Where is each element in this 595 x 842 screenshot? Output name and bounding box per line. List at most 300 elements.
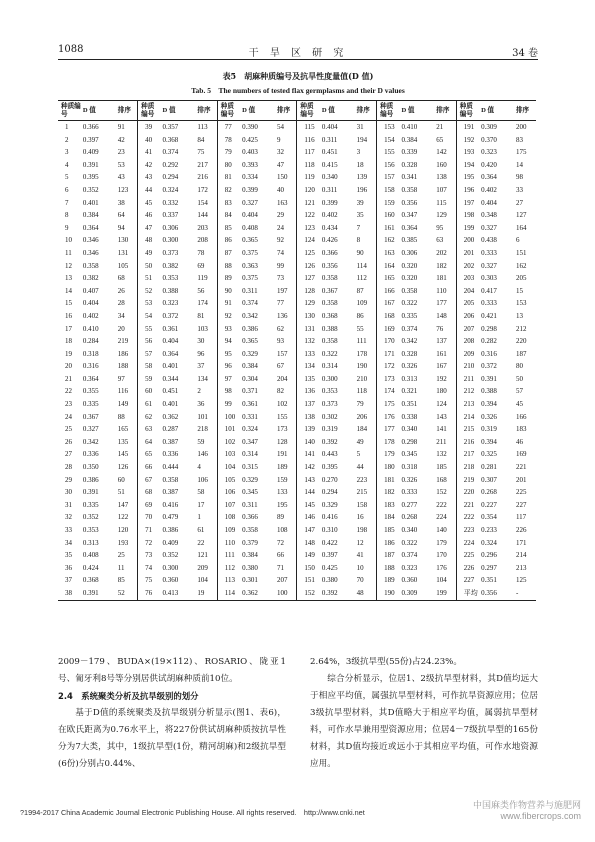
table-row (58, 448, 536, 461)
table-cell-d-value: 0.335 (401, 311, 418, 320)
table-cell-d-value: 0.338 (401, 412, 418, 421)
table-cell-rank: 180 (436, 387, 447, 396)
table-cell-rank: 143 (436, 412, 447, 421)
table-cell-id: 43 (138, 171, 161, 184)
table-cell-d-value: 0.425 (321, 563, 338, 572)
table-cell-rank: 59 (197, 437, 205, 446)
table-cell-id: 92 (217, 310, 240, 323)
table-cell-d-value: 0.332 (162, 198, 179, 207)
table-cell-d-value: 0.342 (242, 311, 258, 320)
table-row (58, 310, 536, 323)
table-cell-rank: 147 (117, 500, 129, 509)
table-cell-rank: 151 (515, 248, 527, 257)
table-cell-rank: 207 (277, 576, 288, 585)
table-cell-rank: 27 (515, 198, 523, 207)
table-cell-rank: - (514, 587, 536, 600)
table-cell-rank: 204 (277, 374, 288, 383)
table-cell-rank: 22 (197, 538, 205, 547)
table-cell-rank: 57 (515, 387, 523, 396)
table-cell-id: 18 (65, 337, 72, 346)
table-cell-d-value: 0.392 (321, 437, 338, 446)
table-cell-rank: 47 (277, 160, 285, 169)
table-cell-rank: 210 (356, 374, 368, 383)
table-cell-id: 217 (456, 448, 479, 461)
table-cell-rank: 52 (116, 587, 138, 600)
table-cell-rank: 175 (515, 148, 527, 157)
table-cell-rank: 9 (277, 135, 281, 144)
table-cell-id: 140 (297, 436, 320, 449)
table-cell-id: 128 (297, 285, 320, 298)
table-cell-id: 86 (217, 234, 240, 247)
table-cell-id: 99 (217, 398, 240, 411)
table-cell-id: 156 (377, 159, 400, 172)
table-cell-d-value: 0.404 (162, 337, 179, 346)
table-cell-id: 194 (456, 159, 479, 172)
table-cell-d-value: 0.331 (242, 412, 258, 421)
table-cell-id: 68 (138, 486, 161, 499)
table-header-d-value: D 值 (240, 101, 275, 121)
table-cell-rank: 137 (436, 337, 447, 346)
table-cell-rank: 188 (117, 362, 129, 371)
table-cell-rank: 68 (117, 274, 125, 283)
table-cell-id: 143 (297, 474, 320, 487)
table-cell-rank: 128 (277, 437, 288, 446)
table-cell-d-value: 0.388 (321, 324, 338, 333)
table-cell-id: 167 (377, 297, 400, 310)
table-cell-d-value: 0.426 (321, 236, 338, 245)
table-header-d-value: D 值 (479, 101, 514, 121)
table-cell-d-value: 0.294 (162, 173, 179, 182)
table-cell-rank: 94 (117, 223, 125, 232)
table-cell-d-value: 0.402 (82, 311, 99, 320)
table-cell-d-value: 0.296 (481, 551, 497, 560)
right-text-column (310, 654, 538, 773)
table-cell-id: 73 (138, 549, 161, 562)
table-cell-rank: 66 (277, 551, 285, 560)
table-cell-rank: 211 (436, 437, 447, 446)
table-cell-d-value: 0.356 (401, 198, 418, 207)
table-cell-id: 59 (138, 373, 161, 386)
table-cell-d-value: 0.316 (82, 362, 99, 371)
table-cell-id: 120 (297, 184, 320, 197)
table-cell-id: 168 (377, 310, 400, 323)
journal-title: 干 旱 区 研 究 (248, 48, 348, 59)
table-cell-id: 155 (377, 146, 400, 159)
table-cell-id: 22 (65, 387, 72, 396)
table-cell-rank: 227 (515, 500, 527, 509)
table-cell-rank: 138 (436, 173, 447, 182)
table-cell-d-value: 0.374 (401, 324, 418, 333)
table-cell-rank: 142 (436, 148, 447, 157)
table-cell-id: 190 (377, 587, 400, 600)
table-cell-id: 121 (297, 197, 320, 210)
table-cell-d-value: 0.384 (242, 362, 258, 371)
table-cell-id: 64 (138, 436, 161, 449)
table-cell-rank: 226 (515, 526, 527, 534)
table-cell-rank: 163 (277, 198, 288, 207)
table-cell-rank: 132 (436, 450, 447, 459)
table-cell-rank: 117 (515, 513, 527, 522)
table-cell-id: 38 (58, 587, 81, 600)
table-cell-id: 1 (65, 123, 69, 131)
table-cell-id: 65 (138, 448, 161, 461)
table-cell-d-value: 0.366 (82, 123, 99, 131)
table-cell-id: 148 (297, 537, 320, 550)
table-cell-rank: 203 (197, 223, 208, 232)
table-cell-d-value: 0.395 (321, 463, 338, 472)
table-cell-id: 10 (65, 236, 72, 245)
table-cell-d-value: 0.404 (481, 198, 497, 207)
table-cell-rank: 78 (197, 248, 205, 257)
table-cell-id: 197 (456, 197, 479, 210)
table-cell-rank: 159 (277, 475, 288, 484)
table-row (58, 411, 536, 424)
table-cell-d-value: 0.358 (401, 286, 418, 295)
table-cell-rank: 196 (356, 185, 368, 194)
table-cell-rank: 103 (197, 324, 208, 333)
table-cell-id: 214 (456, 411, 479, 424)
table-cell-id: 61 (138, 398, 161, 411)
table-cell-rank: 25 (117, 551, 125, 560)
table-cell-rank: 136 (277, 311, 288, 320)
table-cell-rank: 67 (277, 362, 285, 371)
table-cell-d-value: 0.355 (82, 387, 99, 396)
table-cell-d-value: 0.408 (242, 223, 258, 232)
table-cell-rank: 97 (117, 374, 125, 383)
table-cell-d-value: 0.424 (82, 563, 99, 572)
table-cell-d-value: 0.342 (82, 437, 99, 446)
table-cell-id: 185 (377, 524, 400, 537)
table-cell-rank: 93 (277, 337, 285, 346)
table-cell-rank: 213 (515, 563, 527, 572)
table-cell-id: 161 (377, 222, 400, 235)
table-header-rank: 排序 (195, 101, 217, 121)
table-cell-rank: 191 (277, 450, 288, 459)
table-cell-id: 49 (138, 247, 161, 260)
table-cell-d-value: 0.409 (82, 148, 99, 157)
table-cell-id: 126 (297, 260, 320, 273)
watermark-url: www.fibercrops.com (500, 811, 581, 821)
table-cell-id: 100 (217, 411, 240, 424)
table-cell-id: 210 (456, 360, 479, 373)
table-cell-rank: 154 (197, 198, 208, 207)
table-caption-en: Tab. 5 The numbers of tested flax germplasms and their D values (191, 86, 405, 95)
table-cell-d-value: 0.350 (82, 463, 99, 472)
table-cell-d-value: 0.351 (481, 576, 497, 585)
table-cell-rank: 215 (356, 488, 368, 497)
table-cell-d-value: 0.301 (242, 576, 258, 585)
table-cell-id: 107 (217, 499, 240, 512)
table-cell-d-value: 0.327 (481, 261, 497, 270)
table-cell-rank: 168 (436, 475, 447, 484)
table-cell-rank: 218 (197, 425, 208, 434)
table-cell-id: 97 (217, 373, 240, 386)
table-cell-id: 200 (456, 234, 479, 247)
table-row (58, 146, 536, 159)
table-cell-rank: 208 (197, 236, 208, 245)
table-cell-rank: 11 (117, 563, 125, 572)
table-cell-id: 159 (377, 197, 400, 210)
table-cell-id: 208 (456, 335, 479, 348)
table-cell-d-value: 0.364 (82, 374, 99, 383)
table-cell-rank: 4 (197, 463, 201, 472)
table-cell-rank: 33 (515, 185, 523, 194)
table-cell-rank: 130 (117, 236, 129, 245)
table-cell-rank: 174 (197, 299, 208, 308)
table-cell-d-value: 0.364 (82, 223, 99, 232)
table-cell-d-value: 0.361 (162, 324, 179, 333)
table-cell-id: 170 (377, 335, 400, 348)
table-cell-id: 219 (456, 474, 479, 487)
table-cell-d-value: 0.311 (321, 185, 338, 194)
table-cell-id: 71 (138, 524, 161, 537)
table-cell-d-value: 0.364 (481, 173, 497, 182)
table-cell-rank: 150 (277, 173, 288, 182)
table-cell-id: 51 (138, 272, 161, 285)
table-cell-d-value: 0.326 (401, 362, 418, 371)
table-cell-rank: 217 (197, 160, 208, 169)
germplasm-table-wrapper (58, 100, 536, 601)
table-cell-id: 3 (65, 148, 69, 157)
table-cell-id: 160 (377, 209, 400, 222)
germplasm-d-value-table (58, 100, 536, 601)
table-cell-id: 147 (297, 524, 320, 537)
table-cell-d-value: 0.277 (401, 500, 418, 509)
table-cell-id: 5 (65, 173, 69, 182)
table-cell-rank: 38 (117, 198, 125, 207)
table-row (58, 323, 536, 336)
table-cell-rank: 109 (356, 299, 368, 308)
table-cell-d-value: 0.352 (162, 551, 179, 560)
table-header-d-value: D 值 (320, 101, 355, 121)
table-cell-d-value: 0.323 (162, 299, 179, 308)
table-cell-id: 138 (297, 411, 320, 424)
table-cell-d-value: 0.382 (162, 261, 179, 270)
table-cell-rank: 10 (356, 563, 364, 572)
table-cell-rank: 126 (117, 463, 129, 472)
table-cell-rank: 53 (117, 160, 125, 169)
table-cell-d-value: 0.354 (481, 513, 497, 522)
table-cell-id: 106 (217, 486, 240, 499)
table-row (58, 234, 536, 247)
table-cell-id: 211 (456, 373, 479, 386)
table-cell-d-value: 0.399 (321, 198, 338, 207)
table-cell-id: 85 (217, 222, 240, 235)
table-cell-id: 28 (65, 463, 72, 472)
table-cell-rank: 29 (277, 211, 285, 220)
table-cell-id: 198 (456, 209, 479, 222)
table-cell-rank: 127 (515, 211, 527, 220)
table-cell-rank: 123 (117, 185, 129, 194)
table-cell-d-value: 0.364 (401, 223, 418, 232)
table-cell-id: 42 (138, 159, 161, 172)
table-cell-id: 209 (456, 348, 479, 361)
table-cell-d-value: 0.391 (481, 374, 497, 383)
table-cell-id: 180 (377, 461, 400, 474)
table-cell-d-value: 0.372 (162, 311, 179, 320)
table-header-d-value: D 值 (399, 101, 434, 121)
table-cell-d-value: 0.451 (321, 148, 338, 157)
table-cell-id: 19 (65, 349, 72, 358)
table-cell-d-value: 0.341 (401, 173, 418, 182)
table-row (58, 474, 536, 487)
table-cell-id: 101 (217, 423, 240, 436)
table-cell-id: 8 (65, 211, 69, 220)
table-cell-d-value: 0.329 (242, 475, 258, 484)
table-row (58, 461, 536, 474)
table-cell-d-value: 0.303 (481, 274, 497, 283)
table-cell-rank: 197 (277, 286, 288, 295)
table-cell-rank: 133 (277, 488, 288, 497)
table-cell-id: 118 (297, 159, 320, 172)
table-cell-rank: 70 (356, 576, 364, 585)
table-cell-id: 41 (138, 146, 161, 159)
table-cell-id: 63 (138, 423, 161, 436)
table-row (58, 385, 536, 398)
table-cell-rank: 116 (117, 387, 128, 396)
table-cell-d-value: 0.391 (81, 587, 116, 600)
table-cell-id: 108 (217, 511, 240, 524)
table-cell-id: 25 (65, 425, 72, 434)
table-row (58, 247, 536, 260)
table-cell-id: 226 (456, 562, 479, 575)
table-header-rank: 排序 (116, 101, 138, 121)
table-row (58, 499, 536, 512)
table-cell-id: 105 (217, 474, 240, 487)
table-cell-rank: 169 (515, 450, 527, 459)
table-cell-id: 175 (377, 398, 400, 411)
table-row (58, 524, 536, 537)
table-row (58, 272, 536, 285)
table-cell-d-value: 0.356 (321, 261, 338, 270)
table-cell-d-value: 0.386 (82, 475, 99, 484)
table-cell-d-value: 0.340 (401, 526, 418, 534)
table-cell-d-value: 0.367 (82, 412, 99, 421)
table-cell-id: 27 (65, 450, 72, 459)
table-cell-id: 193 (456, 146, 479, 159)
table-cell-id: 188 (377, 562, 400, 575)
table-cell-id: 176 (377, 411, 400, 424)
table-cell-id: 206 (456, 310, 479, 323)
table-cell-id: 172 (377, 360, 400, 373)
table-cell-rank: 179 (436, 538, 447, 547)
table-cell-id: 15 (65, 299, 72, 308)
table-cell-id: 184 (377, 511, 400, 524)
table-cell-rank: 160 (436, 160, 447, 169)
table-header-id: 种质编号 (58, 101, 81, 121)
table-cell-d-value: 0.408 (82, 551, 99, 560)
table-cell-id: 192 (456, 134, 479, 147)
table-cell-id: 58 (138, 360, 161, 373)
table-cell-d-value: 0.326 (401, 475, 418, 484)
table-cell-d-value: 0.333 (481, 299, 497, 308)
table-cell-rank: 167 (436, 362, 447, 371)
table-cell-id: 94 (217, 335, 240, 348)
table-row (58, 486, 536, 499)
table-cell-d-value: 0.298 (401, 437, 418, 446)
table-cell-id: 32 (65, 513, 72, 522)
table-cell-rank: 63 (436, 236, 444, 245)
table-cell-rank: 21 (436, 123, 444, 131)
table-cell-id: 78 (217, 134, 240, 147)
table-cell-rank: 3 (356, 148, 361, 157)
table-cell-d-value: 0.345 (242, 488, 258, 497)
table-cell-rank: 56 (197, 286, 205, 295)
table-cell-rank: 55 (356, 324, 364, 333)
table-header-rank: 排序 (514, 101, 536, 121)
table-cell-d-value: 0.270 (321, 475, 338, 484)
table-cell-rank: 110 (436, 286, 447, 295)
table-cell-d-value: 0.314 (321, 362, 338, 371)
table-cell-d-value: 0.300 (162, 236, 179, 245)
table-cell-d-value: 0.358 (82, 261, 99, 270)
table-cell-rank: 37 (197, 362, 205, 371)
table-cell-d-value: 0.434 (321, 223, 338, 232)
table-cell-d-value: 0.409 (162, 538, 179, 547)
table-cell-rank: 158 (356, 500, 368, 509)
table-cell-d-value: 0.380 (242, 563, 258, 572)
table-cell-d-value: 0.380 (321, 576, 338, 585)
table-cell-id: 55 (138, 323, 161, 336)
table-cell-rank: 185 (436, 463, 447, 472)
table-cell-d-value: 0.327 (242, 198, 258, 207)
table-cell-rank: 149 (117, 400, 129, 409)
table-cell-d-value: 0.407 (82, 286, 99, 295)
table-cell-id: 40 (138, 134, 161, 147)
table-cell-id: 36 (65, 563, 72, 572)
table-cell-rank: 64 (117, 211, 125, 220)
table-cell-rank: 195 (277, 500, 288, 509)
table-cell-rank: 200 (515, 123, 527, 131)
table-cell-rank: 187 (515, 349, 527, 358)
table-cell-id: 6 (65, 185, 69, 194)
table-cell-id: 171 (377, 348, 400, 361)
table-cell-d-value: 0.336 (162, 450, 179, 459)
table-cell-rank: 216 (197, 173, 208, 182)
table-row (58, 436, 536, 449)
table-cell-d-value: 0.421 (481, 311, 497, 320)
table-cell-d-value: 0.319 (321, 425, 338, 434)
table-cell-d-value: 0.390 (242, 123, 258, 131)
table-cell-d-value: 0.329 (321, 500, 338, 509)
table-cell-rank: 16 (356, 513, 364, 522)
left-text-column (58, 654, 286, 773)
table-cell-d-value: 0.416 (321, 513, 338, 522)
table-cell-rank: 61 (197, 526, 205, 534)
table-cell-d-value: 0.443 (321, 450, 338, 459)
table-cell-id: 201 (456, 247, 479, 260)
table-cell-d-value: 0.451 (162, 387, 179, 396)
table-cell-rank: 225 (515, 488, 527, 497)
table-cell-d-value: 0.357 (162, 123, 179, 131)
table-cell-d-value: 0.361 (242, 400, 258, 409)
table-cell-d-value: 0.422 (321, 538, 338, 547)
table-cell-d-value: 0.292 (162, 160, 179, 169)
table-cell-d-value: 0.268 (401, 513, 418, 522)
table-cell-d-value: 0.362 (240, 587, 275, 600)
table-cell-d-value: 0.348 (481, 211, 497, 220)
table-cell-d-value: 0.384 (242, 551, 258, 560)
table-cell-d-value: 0.316 (481, 349, 497, 358)
table-cell-rank: 13 (515, 311, 523, 320)
table-cell-rank: 49 (356, 437, 364, 446)
table-cell-id: 181 (377, 474, 400, 487)
table-cell-d-value: 0.391 (82, 160, 99, 169)
paragraph-summary: 综合分析显示，位居1、2级抗旱型材料，其D值均远大于相应平均值，属强抗旱型材料，可作抗旱资源应用；位居3级抗旱型材料，其D值略大于相应平均值，属弱抗旱型材料，可作水旱兼用型资源应用；位居4－7级抗旱型的165份材料，其D值均接近或远小于其相应平均值，可作水地资源应用。 (310, 674, 538, 769)
table-cell-d-value: 0.309 (399, 587, 434, 600)
table-cell-rank: 36 (197, 400, 205, 409)
table-cell-id: 134 (297, 360, 320, 373)
